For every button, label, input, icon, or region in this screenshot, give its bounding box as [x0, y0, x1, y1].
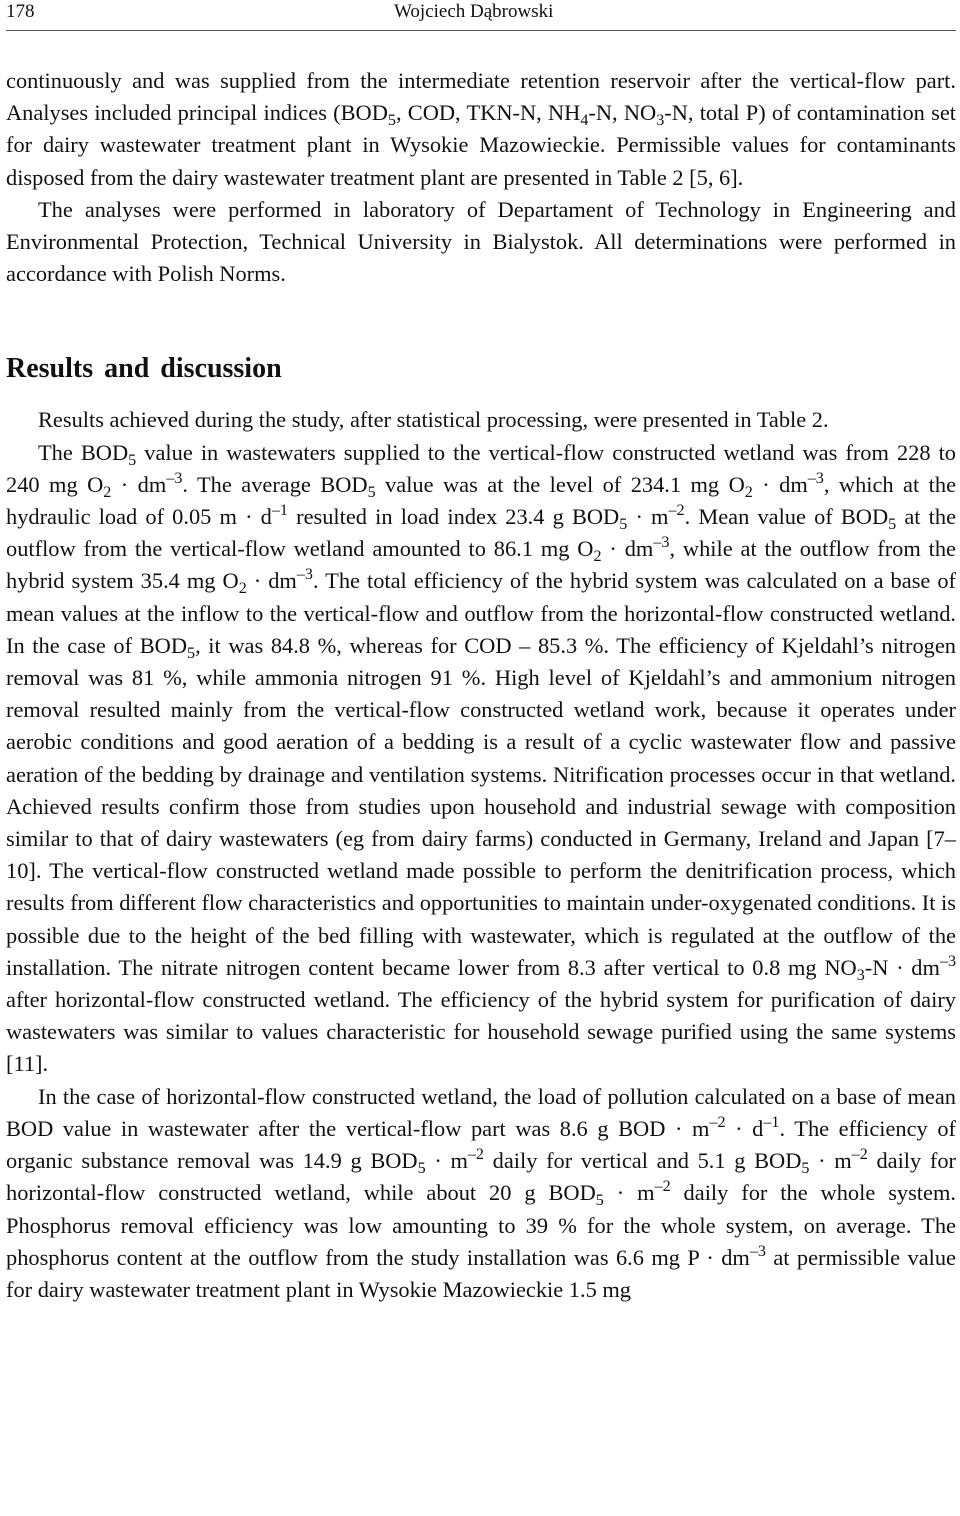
page-number: 178 [6, 1, 35, 22]
running-header-author: Wojciech Dąbrowski [394, 1, 554, 22]
results-paragraph-1: Results achieved during the study, after statistical processing, were presented in Table 2. [38, 407, 829, 433]
running-header [6, 0, 956, 31]
intro-paragraph-laboratory: The analyses were performed in laboratory of Departament of Technology in Engineering and Environmental Protection, Technical University in Bialystok. All determinations were performed in accordance with Polish Norms. [6, 196, 956, 287]
results-paragraph-3: In the case of horizontal-flow constructed wetland, the load of pollution calculated on a base of mean BOD value in wastewater after the vertical-flow part was 8.6 g BOD · $m^{-2} \cdot d^{-1}$. The efficiency of organic substance removal was 14.9 g $BOD_5 \cdot m^{-2}$ daily for vertical and 5.1 g $BOD_5 \cdot m^{-2}$ daily for horizontal-flow constructed wetland, while about 20 g $BOD_5 \cdot m^{-2}$ daily for the whole system. Phosphorus removal efficiency was low amounting to 39 % for the whole system, on average. The phosphorus content at the outflow from the study installation was 6.6 mg $P \cdot dm^{-3}$ at permissible value for dairy wastewater treatment plant in Wysokie Mazowieckie 1.5 mg [6, 1083, 956, 1302]
results-paragraph-2: The $BOD_5$ value in wastewaters supplied to the vertical-flow constructed wetland was from 228 to 240 mg $O_2 \cdot dm^{-3}$. The average $BOD_5$ value was at the level of 234.1 mg $O_2 \cdot dm^{-3}$, which at the hydraulic load of 0.05 $m \cdot d^{-1}$ resulted in load index 23.4 g $BOD_5 \cdot m^{-2}$. Mean value of $BOD_5$ at the outflow from the vertical-flow wetland amounted to 86.1 mg $O_2 \cdot dm^{-3}$, while at the outflow from the hybrid system 35.4 mg $O_2 \cdot dm^{-3}$. The total efficiency of the hybrid system was calculated on a base of mean values at the inflow to the vertical-flow and outflow from the horizontal-flow constructed wetland. In the case of $BOD_5$, it was 84.8 %, whereas for COD – 85.3 %. The efficiency of Kjeldahl’s nitrogen removal was 81 %, while ammonia nitrogen 91 %. High level of Kjeldahl’s and ammonium nitrogen removal resulted mainly from the vertical-flow constructed wetland work, because it operates under aerobic conditions and good aeration of a bedding is a result of a cyclic wastewater flow and passive aeration of the bedding by drainage and ventilation systems. Nitrification processes occur in that wetland. Achieved results confirm those from studies upon household and industrial sewage with composition similar to that of dairy wastewaters (eg from dairy farms) conducted in Germany, Ireland and Japan [7–10]. The vertical-flow constructed wetland made possible to perform the denitrification process, which results from different flow characteristics and opportunities to maintain under-oxygenated conditions. It is possible due to the height of the bed filling with wastewater, which is regulated at the outflow of the installation. The nitrate nitrogen content became lower from 8.3 after vertical to 0.8 mg $NO_3-N \cdot dm^{-3}$ after horizontal-flow constructed wetland. The efficiency of the hybrid system for purification of dairy wastewaters was similar to values characteristic for household sewage purified using the same systems [11]. [6, 439, 957, 1077]
section-heading: Results and discussion [6, 353, 282, 385]
journal-page [6, 0, 956, 1306]
intro-paragraph-methods: continuously and was supplied from the intermediate retention reservoir after the vertical-flow part. Analyses included principal indices ($BOD_5$, COD, TKN-N, $NH_4-N$, $NO_3-N$, total P) of contamination set for dairy wastewater treatment plant in Wysokie Mazowieckie. Permissible values for contaminants disposed from the dairy wastewater treatment plant are presented in Table 2 [5, 6]. [6, 68, 956, 190]
